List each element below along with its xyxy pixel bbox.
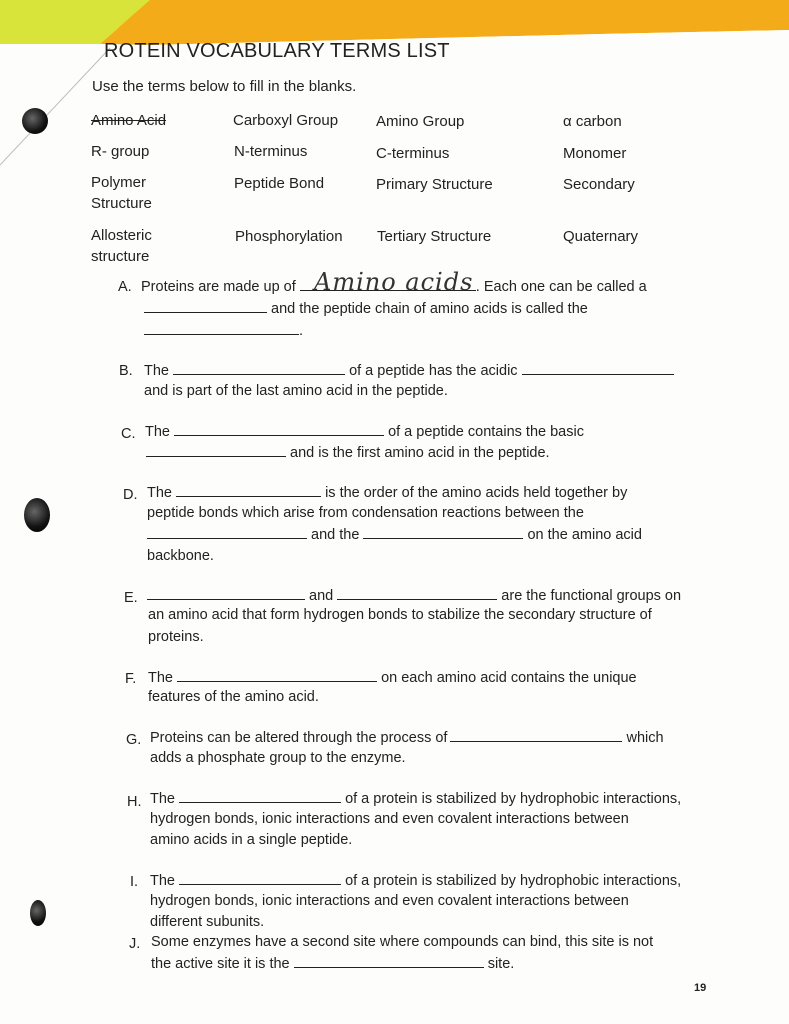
term-tertiary-structure: Tertiary Structure — [377, 228, 492, 245]
question-j-blank1[interactable] — [294, 953, 484, 968]
question-c-line1 — [145, 421, 584, 443]
question-h-blank1[interactable] — [179, 788, 341, 803]
question-j-line2 — [151, 953, 514, 975]
term-phosphorylation: Phosphorylation — [235, 228, 343, 245]
question-e-text1: and — [309, 588, 334, 604]
question-b-text2: of a peptide has the acidic — [349, 363, 518, 379]
term-primary-structure: Primary Structure — [376, 176, 493, 193]
question-b-line1 — [144, 360, 674, 382]
handwritten-answer: Amino acids — [314, 268, 474, 296]
question-d-text1: The — [147, 485, 172, 501]
question-c-label: C. — [121, 426, 136, 442]
term-polymer-line2: Structure — [91, 195, 152, 212]
question-a-text2: . Each one can be called a — [475, 279, 647, 295]
binder-hole-top — [22, 108, 48, 134]
question-c-blank1[interactable] — [174, 421, 384, 436]
question-i-label: I. — [130, 874, 139, 890]
question-a-text4: . — [299, 323, 304, 339]
question-d-blank2[interactable] — [147, 524, 307, 539]
question-d-line4: backbone. — [147, 548, 214, 564]
term-polymer-structure — [91, 172, 152, 214]
question-c-line2 — [146, 442, 550, 464]
question-h-label: H. — [127, 794, 142, 810]
question-a-line2 — [144, 298, 588, 320]
page-number: 19 — [694, 982, 707, 994]
term-polymer-line1: Polymer — [91, 174, 147, 191]
question-i-line1 — [150, 870, 681, 892]
question-g-blank1[interactable] — [450, 727, 622, 742]
question-h-text1: The — [150, 791, 175, 807]
question-f-label: F. — [125, 671, 137, 687]
question-i-line2: hydrogen bonds, ionic interactions and even covalent interactions between — [150, 893, 629, 909]
question-i-line3: different subunits. — [150, 914, 265, 930]
question-d-text2: is the order of the amino acids held together by — [325, 485, 628, 501]
term-amino-group: Amino Group — [376, 113, 465, 130]
question-j-text1: the active site it is the — [151, 956, 290, 972]
question-e-line2: an amino acid that form hydrogen bonds to stabilize the secondary structure of — [148, 607, 652, 623]
question-e-line3: proteins. — [148, 629, 204, 645]
question-e-blank2[interactable] — [337, 585, 497, 600]
question-d-line1 — [147, 482, 627, 504]
term-alpha-carbon: α carbon — [563, 113, 622, 130]
term-allosteric-line2: structure — [91, 248, 150, 265]
question-d-line2: peptide bonds which arise from condensation reactions between the — [147, 505, 584, 521]
question-e-label: E. — [124, 590, 138, 606]
question-b-label: B. — [119, 363, 133, 379]
term-n-terminus: N-terminus — [234, 143, 308, 160]
question-i-text1: The — [150, 873, 175, 889]
question-a-blank2[interactable] — [144, 298, 267, 313]
question-c-text3: and is the first amino acid in the peptide. — [290, 445, 550, 461]
question-f-text2: on each amino acid contains the unique — [381, 670, 637, 686]
question-d-label: D. — [123, 487, 138, 503]
term-monomer: Monomer — [563, 145, 627, 162]
question-h-line3: amino acids in a single peptide. — [150, 832, 353, 848]
term-peptide-bond: Peptide Bond — [234, 175, 325, 192]
instructions: Use the terms below to fill in the blanks. — [92, 78, 357, 95]
question-g-text2: which — [626, 730, 664, 746]
term-r-group: R- group — [91, 143, 150, 160]
question-b-line2: and is part of the last amino acid in the peptide. — [144, 383, 448, 399]
question-f-line1 — [148, 667, 637, 689]
page-title: ROTEIN VOCABULARY TERMS LIST — [104, 40, 450, 62]
question-e-line1 — [147, 585, 681, 607]
question-c-text2: of a peptide contains the basic — [388, 424, 584, 440]
question-a-text3: and the peptide chain of amino acids is called the — [271, 301, 588, 317]
question-b-blank2[interactable] — [522, 360, 674, 375]
question-e-blank1[interactable] — [147, 585, 305, 600]
question-j-text2: site. — [487, 956, 515, 972]
question-b-blank1[interactable] — [173, 360, 345, 375]
question-g-text1: Proteins can be altered through the process of — [150, 730, 448, 746]
question-g-line1 — [150, 727, 664, 749]
question-a-blank3[interactable] — [144, 320, 299, 335]
term-secondary: Secondary — [563, 176, 635, 193]
question-c-text1: The — [145, 424, 170, 440]
question-h-line2: hydrogen bonds, ionic interactions and even covalent interactions between — [150, 811, 629, 827]
question-f-text1: The — [148, 670, 173, 686]
question-e-text2: are the functional groups on — [501, 588, 682, 604]
question-a-label: A. — [118, 279, 132, 295]
question-c-blank2[interactable] — [146, 442, 286, 457]
question-i-blank1[interactable] — [179, 870, 341, 885]
question-g-line2: adds a phosphate group to the enzyme. — [150, 750, 406, 766]
question-j-label: J. — [129, 936, 141, 952]
question-h-line1 — [150, 788, 681, 810]
term-carboxyl-group: Carboxyl Group — [233, 112, 339, 129]
question-h-text2: of a protein is stabilized by hydrophobic interactions, — [345, 791, 682, 807]
question-d-line3 — [147, 524, 642, 546]
question-d-blank3[interactable] — [363, 524, 523, 539]
binder-hole-middle — [24, 498, 50, 532]
binder-hole-bottom — [30, 900, 46, 926]
question-j-line1: Some enzymes have a second site where compounds can bind, this site is not — [151, 934, 654, 950]
question-g-label: G. — [126, 732, 142, 748]
question-a-text1: Proteins are made up of — [141, 279, 296, 295]
question-a-line3 — [144, 320, 303, 342]
term-c-terminus: C-terminus — [376, 145, 450, 162]
question-d-blank1[interactable] — [176, 482, 321, 497]
term-allosteric-structure — [91, 225, 152, 267]
question-f-line2: features of the amino acid. — [148, 689, 319, 705]
term-quaternary: Quaternary — [563, 228, 639, 245]
question-b-text1: The — [144, 363, 169, 379]
question-d-text3: and the — [311, 527, 360, 543]
question-f-blank1[interactable] — [177, 667, 377, 682]
question-d-text4: on the amino acid — [527, 527, 642, 543]
question-i-text2: of a protein is stabilized by hydrophobic interactions, — [345, 873, 682, 889]
term-amino-acid: Amino Acid — [91, 112, 167, 129]
term-allosteric-line1: Allosteric — [91, 227, 152, 244]
